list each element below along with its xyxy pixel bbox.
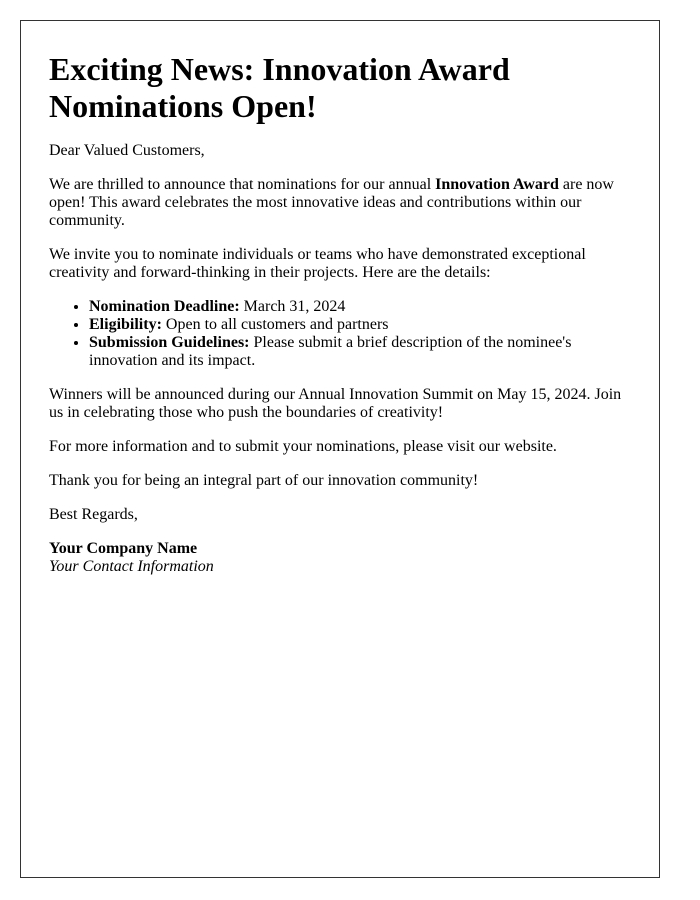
greeting: Dear Valued Customers, <box>49 142 205 159</box>
letter-title: Exciting News: Innovation Award Nominations Open! <box>49 51 510 124</box>
details-list <box>49 298 631 370</box>
letter-page <box>20 20 660 878</box>
company-name: Your Company Name <box>49 540 198 557</box>
signature-block <box>49 540 631 576</box>
award-name: Innovation Award <box>435 176 559 193</box>
thanks-paragraph: Thank you for being an integral part of our innovation community! <box>49 472 479 489</box>
detail-value: Open to all customers and partners <box>161 316 389 333</box>
detail-eligibility <box>89 316 631 334</box>
detail-label: Submission Guidelines: <box>89 334 250 351</box>
invite-paragraph: We invite you to nominate individuals or teams who have demonstrated exceptional creativity and forward-thinking in their projects. Here are the details: <box>49 246 586 281</box>
contact-information: Your Contact Information <box>49 558 214 575</box>
detail-deadline <box>89 298 631 316</box>
detail-value: Please submit a brief description of the nominee's innovation and its impact. <box>89 334 572 369</box>
intro-text-after: are now open! This award celebrates the most innovative ideas and contributions within our community. <box>49 176 614 229</box>
closing: Best Regards, <box>49 506 138 523</box>
detail-value: March 31, 2024 <box>239 298 346 315</box>
detail-label: Eligibility: <box>89 316 162 333</box>
detail-label: Nomination Deadline: <box>89 298 240 315</box>
detail-guidelines <box>89 334 631 370</box>
intro-paragraph <box>49 176 631 230</box>
intro-text-before: We are thrilled to announce that nominations for our annual <box>49 176 436 193</box>
winners-paragraph: Winners will be announced during our Annual Innovation Summit on May 15, 2024. Join us in celebrating those who push the boundaries of creativity! <box>49 386 622 421</box>
more-info-paragraph: For more information and to submit your nominations, please visit our website. <box>49 438 557 455</box>
